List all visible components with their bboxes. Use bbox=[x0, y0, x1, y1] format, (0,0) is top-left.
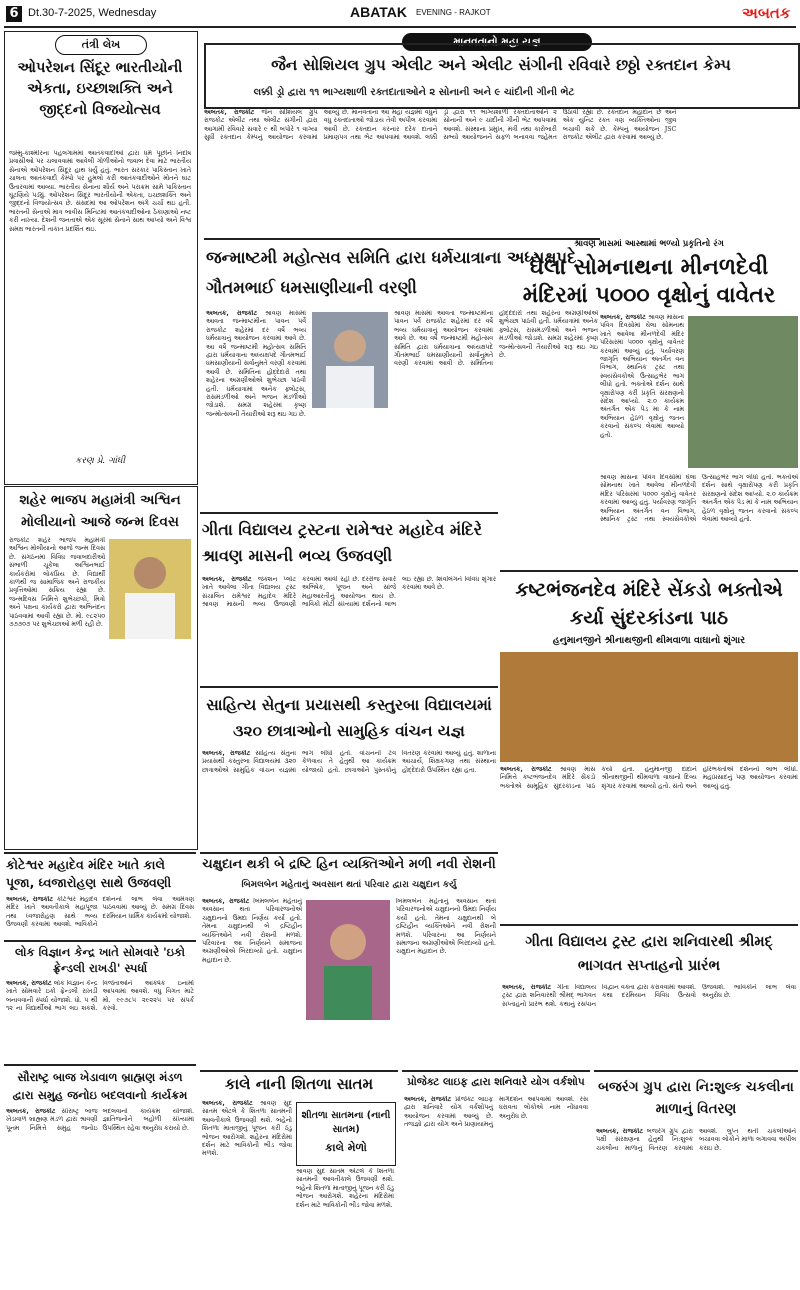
janmashtami-text: શ્રાવણ માસમાં આવતા જન્માષ્ટમીના પાવન પર્વે રાજકોટ શહેરમાં દર વર્ષે ભવ્ય ધર્મયાત્રાનું આયોજન કરવામાં આવે છે. આ વર્ષે જન્માષ્ટમી મહોત્સવ સમિતિ દ્વારા ધર્મયાત્રાના અધ્યક્ષપદે ગૌતમભાઈ ધમસાણીયાની સર્વાનુમતે વરણી કરવામાં આવી છે. સમિતિના હોદ્દેદારો તથા શહેરના અગ્રણીઓએ શુભેચ્છા પાઠવી હતી. ધર્મયાત્રામાં અનેક ફ્લોટ્સ, રાસમંડળીઓ અને ભજન મંડળીઓ જોડાશે. સમગ્ર શહેરમાં કૃષ્ણ જન્મોત્સવની તૈયારીઓ શરૂ થઇ ગઇ છે. bbox=[206, 310, 306, 418]
kasturba-text: સાહિત્ય સેતુના પ્રયાસથી કસ્તુરબા વિદ્યાલયમાં ૩૨૦ છાત્રાઓએ સામુહિક વાંચન યજ્ઞમાં ભાગ લીધો હતો. વાંચનની ટેવ કેળવાય તે હેતુથી આ કાર્યક્રમ યોજાયો હતો. છાત્રાઓને પુસ્તકોનું વિતરણ કરવામાં આવ્યું હતું. શાળાના આચાર્ય, શિક્ષકગણ તથા સંસ્થાના હોદ્દેદારો ઉપસ્થિત રહ્યા હતા. bbox=[202, 750, 496, 774]
koteshwar-body bbox=[6, 896, 194, 936]
rakhi-story bbox=[4, 940, 196, 1062]
top-story bbox=[204, 31, 798, 237]
chakshudan-text: બિમલબેન મહેતાનું અવસાન થતાં પરિવારજનોએ ચક્ષુદાનનો ઉમદા નિર્ણય કર્યો હતો. તેમના ચક્ષુદાનથી બે દ્રષ્ટિહીન વ્યક્તિઓને નવી રોશની મળશે. પરિવારના આ નિર્ણયને સમાજના અગ્રણીઓએ બિરદાવ્યો હતો. ચક્ષુદાન મહાદાન છે. bbox=[202, 898, 302, 964]
gita-saturday-body bbox=[502, 984, 796, 1068]
ghela-somnath-text: શ્રાવણ માસના પવિત્ર દિવસોમાં ઘેલા સોમનાથ ખાતે આવેલા મીનળદેવી મંદિર પરિસરમાં ૫૦૦૦ વૃક્ષોનું વાવેતર કરવામાં આવ્યું હતું. પર્યાવરણ જાગૃતિ અભિયાન અંતર્ગત વન વિભાગ, સ્થાનિક ટ્રસ્ટ તથા સ્વયંસેવકોએ ઉત્સાહભેર ભાગ લીધો હતો. ભક્તોએ દર્શન સાથે વૃક્ષારોપણ કરી પ્રકૃતિ સંરક્ષણનો સંદેશ આપ્યો. ૨.૦ કાર્યક્રમ અંતર્ગત એક પેડ માં કે નામ અભિયાન હેઠળ વૃક્ષોનું જતન કરવાનો સંકલ્પ લેવામાં આવ્યો હતો. bbox=[600, 314, 684, 439]
editorial-body: જમ્મુ-કાશ્મીરના પહલગામમાં આતંકવાદીઓ દ્વારા ધર્મ પૂછીને નિર્દોષ પ્રવાસીઓ પર ચલાવવામાં આવેલી ગોળીઓનો જવાબ દેવા માટે ભારતીય સેનાએ ઓપરેશન સિંદૂર હાથ ધર્યું હતું. ભારત સરકાર પાકિસ્તાન ખાતે ચાલતા આતંકવાદી કેમ્પો પર હુમલો કરી આતંકવાદીઓને મોતને ઘાટ ઉતારવામાં આવ્યા. ભારતીય સેનાના શૌર્ય અને પરાક્રમ સામે પાકિસ્તાન ઘૂંટણિયે પડ્યું. ઓપરેશન સિંદૂર ભારતીયોની એકતા, ઇચ્છાશક્તિ અને જીદ્દનો વિજયોત્સવ છે. સંસદમાં આ ઓપરેશન અંગે ચર્ચા થઇ હતી. ભારતની સેનાએ માત્ર બાવીસ મિનિટમાં આતંકવાદીઓના ઠેકાણાઓ નષ્ટ કરી નાખ્યા. દેશની જનતાએ એક સૂરમાં સેનાને સાથ આપ્યો અને વિશ્વ સમક્ષ ભારતની તાકાત પ્રદર્શિત થઇ. bbox=[9, 150, 191, 233]
editorial-signature: કરણ પ્રે. ગાંધી bbox=[75, 456, 126, 466]
saurashtra-headline: સૌરાષ્ટ્ર બાજ ખેડાવાળ બ્રાહ્મણ મંડળ દ્વારા સમુહ જનોઇ બદલવાનો કાર્યક્રમ bbox=[12, 1070, 188, 1102]
saurashtra-story bbox=[4, 1064, 196, 1288]
janmashtami-text-cont: શ્રાવણ માસમાં આવતા જન્માષ્ટમીના પાવન પર્વે રાજકોટ શહેરમાં દર વર્ષે ભવ્ય ધર્મયાત્રાનું આયોજન કરવામાં આવે છે. આ વર્ષે જન્માષ્ટમી મહોત્સવ સમિતિ દ્વારા ધર્મયાત્રાના અધ્યક્ષપદે ગૌતમભાઈ ધમસાણીયાની સર્વાનુમતે વરણી કરવામાં આવી છે. સમિતિના હોદ્દેદારો તથા શહેરના અગ્રણીઓએ શુભેચ્છા પાઠવી હતી. ધર્મયાત્રામાં અનેક ફ્લોટ્સ, રાસમંડળીઓ અને ભજન મંડળીઓ જોડાશે. સમગ્ર શહેરમાં કૃષ્ણ જન્મોત્સવની તૈયારીઓ શરૂ થઇ ગઇ છે. bbox=[394, 310, 598, 368]
chakshudan-text-cont: બિમલબેન મહેતાનું અવસાન થતાં પરિવારજનોએ ચક્ષુદાનનો ઉમદા નિર્ણય કર્યો હતો. તેમના ચક્ષુદાનથી બે દ્રષ્ટિહીન વ્યક્તિઓને નવી રોશની મળશે. પરિવારના આ નિર્ણયને સમાજના અગ્રણીઓએ બિરદાવ્યો હતો. ચક્ષુદાન મહાદાન છે. bbox=[396, 898, 496, 956]
top-story-kicker: માનવતાનો મહા યજ્ઞ bbox=[402, 33, 592, 51]
bajrang-text: બજરંગ ગ્રુપ દ્વારા પક્ષી સંરક્ષણના હેતુથી નિ:શુલ્ક ચકલીના માળાનું વિતરણ કરવામાં આવશે. લુપ્ત થતી ચકલીઓને બચાવવા લોકોને માળા લગાવવા અપીલ કરાઇ છે. bbox=[596, 1128, 796, 1152]
editorial-box bbox=[4, 31, 198, 485]
ashwin-headline: શહેર ભાજપ મહામંત્રી અશ્વિન મોલીયાનો આજે જન્મ દિવસ bbox=[19, 492, 181, 530]
gita-saturday-headline: ગીતા વિદ્યાલય ટ્રસ્ટ દ્વારા શનિવારથી શ્રીમદ્ ભાગવત સપ્તાહનો પ્રારંભ bbox=[525, 934, 773, 974]
ghela-somnath-body-bottom bbox=[600, 474, 798, 568]
chakshudan-body-left bbox=[202, 898, 302, 1068]
koteshwar-story bbox=[4, 852, 196, 938]
shitla-box-title: શીતળા સાતમના (નાની સાતમ) bbox=[301, 1110, 391, 1135]
ghela-somnath-dateline: અબતક, રાજકોટ bbox=[600, 314, 646, 321]
kashtbhanjan-headline: કષ્ટભંજનદેવ મંદિરે સેંકડો ભક્તોએ કર્યા સુંદરકાંડના પાઠ bbox=[515, 579, 783, 629]
saurashtra-text: સૌરાષ્ટ્ર બાજ ખેડાવાળ બ્રાહ્મણ મંડળ દ્વારા શ્રાવણી પૂનમ નિમિત્તે સમુહ જનોઇ બદલવાનો કાર્યક્રમ યોજાશે. જ્ઞાતિજનોને બહોળી સંખ્યામાં ઉપસ્થિત રહેવા અનુરોધ કરાયો છે. bbox=[6, 1108, 194, 1132]
kashtbhanjan-subhead: હનુમાનજીને શ્રીનાથજીની થીમવાળા વાઘાનો શૃંગાર bbox=[552, 635, 746, 646]
ghela-somnath-headline: ઘેલા સોમનાથના મીનળદેવી મંદિરમાં ૫૦૦૦ વૃક્ષોનું વાવેતર bbox=[522, 255, 776, 308]
gita-saturday-story bbox=[500, 924, 798, 1070]
gita-shravan-text: જંક્શન પ્લોટ ખાતે આવેલા ગીતા વિદ્યાલય ટ્રસ્ટ સંચાલિત રામેશ્વર મહાદેવ મંદિરે શ્રાવણ માસની ભવ્ય ઉજવણી કરવામાં આવી રહી છે. દરરોજ સવારે અભિષેક, પૂજન અને સાંજે મહાઆરતીનું આયોજન થાય છે. ભાવિકો મોટી સંખ્યામાં દર્શનનો લાભ લઇ રહ્યા છે. શિવલિંગને વિવિધ શૃંગાર કરવામાં આવે છે. bbox=[202, 576, 496, 609]
rakhi-body bbox=[6, 980, 194, 1060]
kasturba-dateline: અબતક, રાજકોટ bbox=[202, 750, 251, 757]
shitla-body-right bbox=[296, 1168, 394, 1286]
saurashtra-body bbox=[6, 1108, 194, 1286]
ashwin-story bbox=[4, 486, 198, 850]
chakshudan-dateline: અબતક, રાજકોટ bbox=[202, 898, 250, 905]
janmashtami-dateline: અબતક, રાજકોટ bbox=[206, 310, 258, 317]
portrait-figure bbox=[312, 312, 388, 408]
kasturba-body bbox=[202, 750, 496, 850]
kashtbhanjan-story bbox=[500, 570, 798, 924]
shitla-box-sub: કાલે મેળો bbox=[325, 1141, 367, 1154]
project-life-headline: પ્રોજેક્ટ લાઇફ દ્વારા શનિવારે યોગ વર્કશોપ bbox=[407, 1076, 585, 1088]
shitla-text-cont: શ્રાવણ સુદ સાતમ એટલે કે શિતળા સાતમની આવતીકાલે ઉજવણી થશે. બહેનો શિતળા માતાજીનું પૂજન કરી ઠંડુ ભોજન આરોગશે. શહેરના મંદિરોમાં દર્શન માટે ભાવિકોની ભીડ જોવા મળશે. bbox=[296, 1168, 394, 1209]
top-story-headline-box bbox=[204, 43, 800, 109]
chakshudan-story bbox=[200, 852, 498, 1070]
shitla-dateline: અબતક, રાજકોટ bbox=[202, 1100, 253, 1107]
chakshudan-portrait bbox=[306, 900, 390, 1020]
masthead-rule bbox=[4, 26, 796, 28]
center-logo: ABATAK bbox=[350, 4, 408, 20]
kashtbhanjan-body bbox=[500, 766, 798, 922]
gita-shravan-headline: ગીતા વિદ્યાલય ટ્રસ્ટના રામેશ્વર મહાદેવ મંદિરે શ્રાવણ માસની ભવ્ય ઉજવણી bbox=[202, 520, 483, 565]
top-story-dateline: અબતક, રાજકોટ bbox=[204, 109, 255, 116]
rakhi-headline: લોક વિજ્ઞાન કેન્દ્ર ખાતે સોમવારે 'ઇકો ફ્રેન્ડલી રાખડી' સ્પર્ધા bbox=[14, 945, 186, 975]
janmashtami-headline: જન્માષ્ટમી મહોત્સવ સમિતિ દ્વારા ધર્મયાત્રાના અધ્યક્ષપદે ગૌતમભાઈ ધમસાણીયાની વરણી bbox=[206, 248, 577, 297]
rakhi-dateline: અબતક, રાજકોટ bbox=[6, 980, 52, 987]
ashwin-figure bbox=[109, 539, 191, 639]
chakshudan-headline: ચક્ષુદાન થકી બે દ્રષ્ટિ હિન વ્યક્તિઓને મળી નવી રોશની bbox=[202, 857, 496, 872]
chakshudan-subhead: બિમલબેન મહેતાનું અવસાન થતાં પરિવાર દ્વારા ચક્ષુદાન કર્યુ bbox=[241, 880, 457, 890]
bajrang-body bbox=[596, 1128, 796, 1286]
bajrang-headline: બજરંગ ગ્રુપ દ્વારા નિ:શુલ્ક ચકલીના માળાનું વિતરણ bbox=[598, 1079, 794, 1117]
gita-shravan-dateline: અબતક, રાજકોટ bbox=[202, 576, 252, 583]
ghela-somnath-photo bbox=[688, 316, 798, 468]
koteshwar-headline: કોટેશ્વર મહાદેવ મંદિર ખાતે કાલે પૂજા, ધ્વજારોહણ સાથે ઉજવણી bbox=[6, 857, 172, 890]
top-story-subhead: લક્કી ડ્રો દ્વારા ૧૧ ભાગ્યશાળી રક્તદાતાઓને ૨ સોનાની અને ૯ ચાંદીની ગીની ભેટ bbox=[253, 87, 575, 98]
project-life-story bbox=[402, 1070, 590, 1288]
masthead bbox=[0, 0, 800, 30]
project-life-dateline: અબતક, રાજકોટ bbox=[404, 1096, 452, 1103]
saurashtra-dateline: અબતક, રાજકોટ bbox=[6, 1108, 56, 1115]
chakshudan-body-right bbox=[396, 898, 496, 1068]
kashtbhanjan-photo bbox=[500, 652, 798, 762]
ghela-somnath-text-cont: શ્રાવણ માસના પવિત્ર દિવસોમાં ઘેલા સોમનાથ ખાતે આવેલા મીનળદેવી મંદિર પરિસરમાં ૫૦૦૦ વૃક્ષોનું વાવેતર કરવામાં આવ્યું હતું. પર્યાવરણ જાગૃતિ અભિયાન અંતર્ગત વન વિભાગ, સ્થાનિક ટ્રસ્ટ તથા સ્વયંસેવકોએ ઉત્સાહભેર ભાગ લીધો હતો. ભક્તોએ દર્શન સાથે વૃક્ષારોપણ કરી પ્રકૃતિ સંરક્ષણનો સંદેશ આપ્યો. ૨.૦ કાર્યક્રમ અંતર્ગત એક પેડ માં કે નામ અભિયાન હેઠળ વૃક્ષોનું જતન કરવાનો સંકલ્પ લેવામાં આવ્યો હતો. bbox=[600, 474, 798, 524]
shitla-story bbox=[200, 1070, 398, 1288]
kashtbhanjan-text: શ્રાવણ માસ નિમિત્તે કષ્ટભંજનદેવ મંદિરે સેંકડો ભક્તોએ સામૂહિક સુંદરકાંડના પાઠ કર્યા હતા. હનુમાનજી દાદાને શ્રીનાથજીની થીમવાળા વાઘાનો દિવ્ય શૃંગાર કરવામાં આવ્યો હતો. સંતો અને હરિભક્તોએ દર્શનનો લાભ લીધો. મહાપ્રસાદનું પણ આયોજન કરવામાં આવ્યું હતું. bbox=[500, 766, 798, 790]
project-life-body bbox=[404, 1096, 588, 1286]
shitla-body-left bbox=[202, 1100, 292, 1286]
janmashtami-portrait bbox=[312, 312, 388, 408]
janmashtami-body-left bbox=[206, 310, 306, 510]
shitla-box bbox=[296, 1102, 396, 1166]
gita-saturday-dateline: અબતક, રાજકોટ bbox=[502, 984, 552, 991]
ashwin-portrait bbox=[109, 539, 191, 639]
koteshwar-dateline: અબતક, રાજકોટ bbox=[6, 896, 54, 903]
kasturba-headline: સાહિત્ય સેતુના પ્રયાસથી કસ્તુરબા વિદ્યાલયમાં ૩૨૦ છાત્રાઓનો સામુહિક વાંચન યજ્ઞ bbox=[206, 696, 492, 740]
page-number: 6 bbox=[6, 6, 22, 22]
shitla-text: શ્રાવણ સુદ સાતમ એટલે કે શિતળા સાતમની આવતીકાલે ઉજવણી થશે. બહેનો શિતળા માતાજીનું પૂજન કરી ઠંડુ ભોજન આરોગશે. શહેરના મંદિરોમાં દર્શન માટે ભાવિકોની ભીડ જોવા મળશે. bbox=[202, 1100, 292, 1158]
shitla-headline: કાલે નાની શિતળા સાતમ bbox=[224, 1075, 374, 1093]
kasturba-story bbox=[200, 686, 498, 852]
ghela-somnath-body-left bbox=[600, 314, 684, 472]
top-story-body bbox=[204, 109, 796, 237]
center-logo-sub: EVENING - RAJKOT bbox=[416, 8, 491, 17]
top-story-headline: જૈન સોશિયલ ગ્રુપ એલીટ અને એલીટ સંગીની રવિવારે છઠ્ઠો રક્તદાન કેમ્પ bbox=[271, 56, 731, 74]
kashtbhanjan-dateline: અબતક, રાજકોટ bbox=[500, 766, 552, 773]
project-life-text: પ્રોજેક્ટ લાઇફ દ્વારા શનિવારે યોગ વર્કશોપનું આયોજન કરવામાં આવ્યું છે. તજજ્ઞો દ્વારા યોગ અને પ્રાણાયામનું માર્ગદર્શન આપવામાં આવશે. રસ ધરાવતા લોકોએ નામ નોંધાવવા અનુરોધ છે. bbox=[404, 1096, 588, 1129]
bajrang-story bbox=[594, 1070, 798, 1288]
editorial-label: તંત્રી લેખ bbox=[55, 35, 147, 55]
gita-shravan-story bbox=[200, 512, 498, 686]
rakhi-text: લોક વિજ્ઞાન કેન્દ્ર ખાતે સોમવારે ઇકો ફ્રેન્ડલી રાખડી બનાવવાની સ્પર્ધા યોજાશે. ધો. ૫ થી ૧૨ ના વિદ્યાર્થીઓ ભાગ લઇ શકશે. વિજેતાઓને આકર્ષક ઇનામો આપવામાં આવશે. વધુ વિગત માટે મો. ૯૯૭૮૫ ૨૯૨૨૫ પર સંપર્ક કરવો. bbox=[6, 980, 194, 1013]
gita-shravan-body bbox=[202, 576, 496, 684]
editorial-headline: ઓપરેશન સિંદૂર ભારતીયોની એકતા, ઇચ્છાશક્તિ અને જીદ્દનો વિજયોત્સવ bbox=[17, 60, 183, 118]
chakshudan-figure bbox=[306, 900, 390, 1020]
bajrang-dateline: અબતક, રાજકોટ bbox=[596, 1128, 643, 1135]
ashwin-body: રાજકોટ શહેર ભાજપ મહામંત્રી અશ્વિન મોલીયાનો આજે જન્મ દિવસ છે. સંગઠનમાં વિવિધ જવાબદારીઓ સંભાળી ચૂકેલા અશ્વિનભાઈ કાર્યકરોમાં લોકપ્રિય છે. વિદ્યાર્થી કાળથી જ સામાજિક અને રાજકીય પ્રવૃત્તિઓમાં સક્રિય રહ્યા છે. જન્મદિવસ નિમિત્તે શુભેચ્છકો, મિત્રો અને પક્ષના કાર્યકરો દ્વારા અભિનંદન પાઠવવામાં આવી રહ્યા છે. મો. ૯૮૨૫૦ ૭૭૭૦૭ પર શુભેચ્છાઓ મળી રહી છે. bbox=[9, 537, 105, 629]
ghela-somnath-kicker: શ્રાવણ માસમાં આસ્થામાં ભળ્યો પ્રકૃતિનો રંગ bbox=[574, 239, 724, 249]
gita-saturday-text: ગીતા વિદ્યાલય ટ્રસ્ટ દ્વારા શનિવારથી શ્રીમદ્ ભાગવત સપ્તાહનો પ્રારંભ થશે. કથાનું રસપાન વિદ્વાન વક્તા દ્વારા કરાવવામાં આવશે. કથા દરમિયાન વિવિધ ઉત્સવો ઉજવાશે. ભાવિકોને લાભ લેવા અનુરોધ છે. bbox=[502, 984, 796, 1008]
right-logo: અબતક bbox=[742, 4, 791, 22]
ghela-somnath-wrap bbox=[500, 238, 798, 568]
koteshwar-text: કોટેશ્વર મહાદેવ મંદિર ખાતે આવતીકાલે મહાપૂજા તથા ધ્વજારોહણ સાથે ભવ્ય ઉજવણી કરવામાં આવશે. ભાવિકોને દર્શનનો લાભ લેવા આમંત્રણ પાઠવવામાં આવ્યું છે. સમગ્ર દિવસ દરમિયાન ધાર્મિક કાર્યક્રમો યોજાશે. bbox=[6, 896, 194, 929]
top-story-text: જૈન સોશિયલ ગ્રુપ રાજકોટ એલીટ તથા એલીટ સંગીની દ્વારા આગામી રવિવારે સવારે ૯ થી બપોરે ૧ વાગ્યા સુધી રક્તદાન કેમ્પનું આયોજન કરવામાં આવ્યું છે. માનવતાના આ મહા યજ્ઞમાં વધુને વધુ રક્તદાતાઓ જોડાય તેવી અપીલ કરવામાં આવી છે. રક્તદાન કરનાર દરેક દાતાને પ્રમાણપત્ર તથા ભેટ આપવામાં આવશે. લક્કી ડ્રો દ્વારા ૧૧ ભાગ્યશાળી રક્તદાતાઓને ૨ સોનાની અને ૯ ચાંદીની ગીની ભેટ આપવામાં આવશે. સંસ્થાના પ્રમુખ, મંત્રી તથા કારોબારી સભ્યો આયોજનને સફળ બનાવવા જહેમત ઉઠાવી રહ્યા છે. રક્તદાન મહાદાન છે અને એક યુનિટ રક્ત ત્રણ વ્યક્તિઓના જીવ બચાવી શકે છે. કેમ્પનું આયોજન JSC રાજકોટ એલીટ દ્વારા કરવામાં આવ્યું છે. bbox=[204, 109, 677, 142]
date-line: Dt.30-7-2025, Wednesday bbox=[28, 7, 157, 19]
